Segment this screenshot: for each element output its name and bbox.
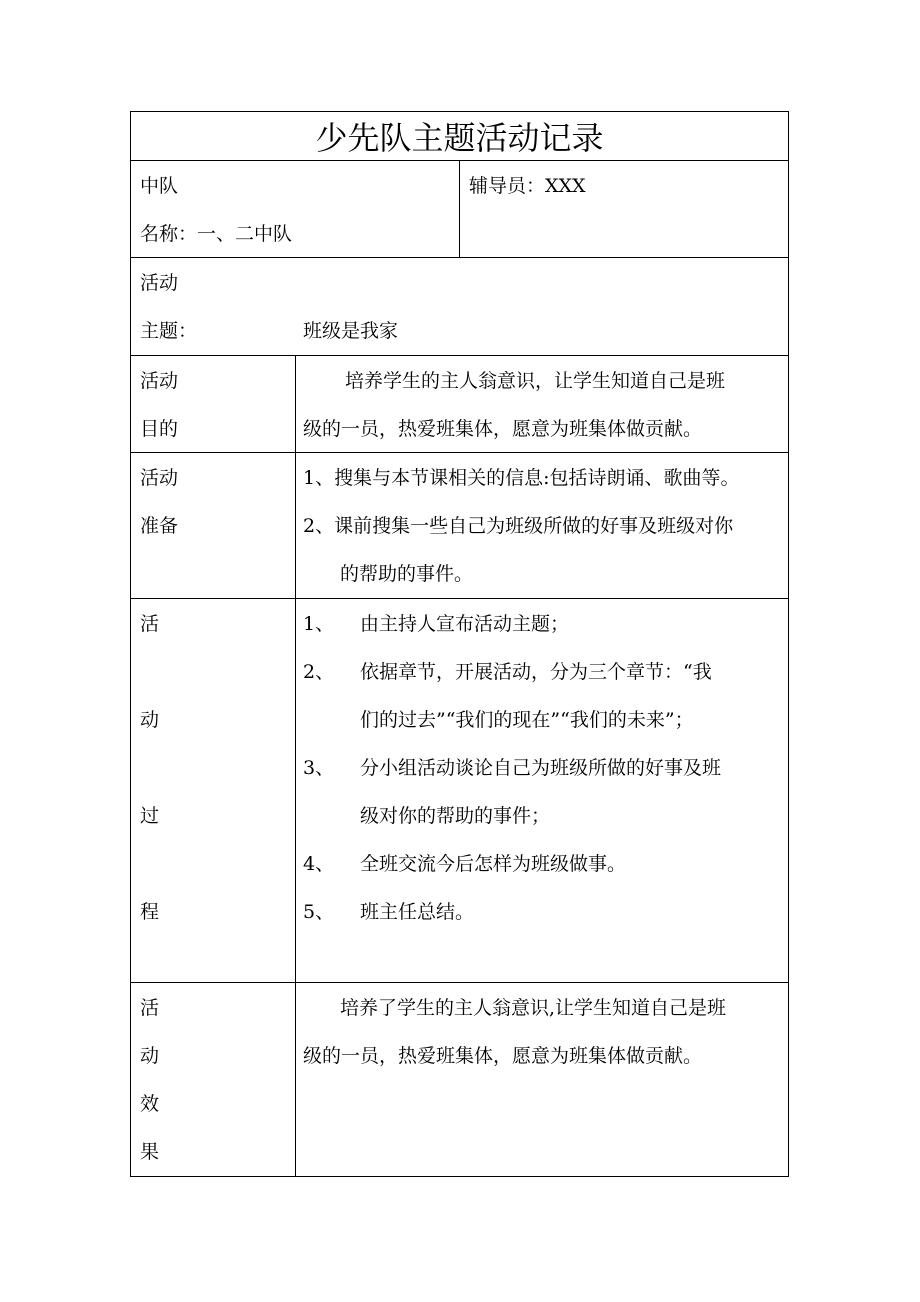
process-item-number: 5、 bbox=[303, 901, 335, 923]
theme-label: 主题： bbox=[140, 320, 198, 342]
prep-text: 1、搜集与本节课相关的信息:包括诗朗诵、歌曲等。 bbox=[303, 467, 740, 489]
process-item-number: 4、 bbox=[303, 853, 335, 875]
process-item-text: 班主任总结。 bbox=[360, 901, 475, 923]
row-divider bbox=[130, 257, 789, 258]
process-item-text: 全班交流今后怎样为班级做事。 bbox=[360, 853, 627, 875]
process-label: 动 bbox=[140, 709, 160, 731]
process-label: 过 bbox=[140, 805, 160, 827]
process-item-text: 由主持人宣布活动主题； bbox=[360, 613, 570, 635]
process-item-text: 们的过去”“我们的现在”“我们的未来”； bbox=[360, 709, 694, 731]
effect-label: 动 bbox=[140, 1045, 160, 1067]
process-item-text: 分小组活动谈论自己为班级所做的好事及班 bbox=[360, 757, 722, 779]
counselor-name: 辅导员：XXX bbox=[469, 175, 586, 197]
squad-name: 名称：一、二中队 bbox=[140, 223, 293, 245]
row-divider bbox=[130, 598, 789, 599]
process-item-number: 2、 bbox=[303, 661, 335, 683]
row-divider bbox=[130, 452, 789, 453]
process-item-text: 级对你的帮助的事件； bbox=[360, 805, 551, 827]
purpose-label: 活动 bbox=[140, 370, 179, 392]
purpose-text: 培养学生的主人翁意识，让学生知道自己是班 bbox=[345, 370, 726, 392]
effect-label: 活 bbox=[140, 997, 160, 1019]
process-label: 程 bbox=[140, 901, 160, 923]
process-label: 活 bbox=[140, 613, 160, 635]
prep-text: 的帮助的事件。 bbox=[340, 563, 474, 585]
squad-label: 中队 bbox=[140, 175, 179, 197]
purpose-text: 级的一员，热爱班集体，愿意为班集体做贡献。 bbox=[303, 418, 703, 440]
purpose-label: 目的 bbox=[140, 418, 179, 440]
column-divider bbox=[295, 355, 296, 1177]
prep-text: 2、课前搜集一些自己为班级所做的好事及班级对你 bbox=[303, 515, 734, 537]
row-divider bbox=[130, 355, 789, 356]
prep-label: 准备 bbox=[140, 515, 179, 537]
theme-value: 班级是我家 bbox=[303, 320, 399, 342]
effect-label: 果 bbox=[140, 1141, 160, 1163]
page-title: 少先队主题活动记录 bbox=[315, 119, 604, 157]
effect-text: 级的一员，热爱班集体，愿意为班集体做贡献。 bbox=[303, 1045, 703, 1067]
row-divider bbox=[130, 982, 789, 983]
process-item-number: 1、 bbox=[303, 613, 335, 635]
effect-text: 培养了学生的主人翁意识,让学生知道自己是班 bbox=[340, 997, 727, 1019]
effect-label: 效 bbox=[140, 1093, 160, 1115]
theme-label: 活动 bbox=[140, 272, 179, 294]
process-item-number: 3、 bbox=[303, 757, 335, 779]
process-item-text: 依据章节，开展活动，分为三个章节：“我 bbox=[360, 661, 712, 683]
prep-label: 活动 bbox=[140, 467, 179, 489]
column-divider bbox=[459, 160, 460, 257]
